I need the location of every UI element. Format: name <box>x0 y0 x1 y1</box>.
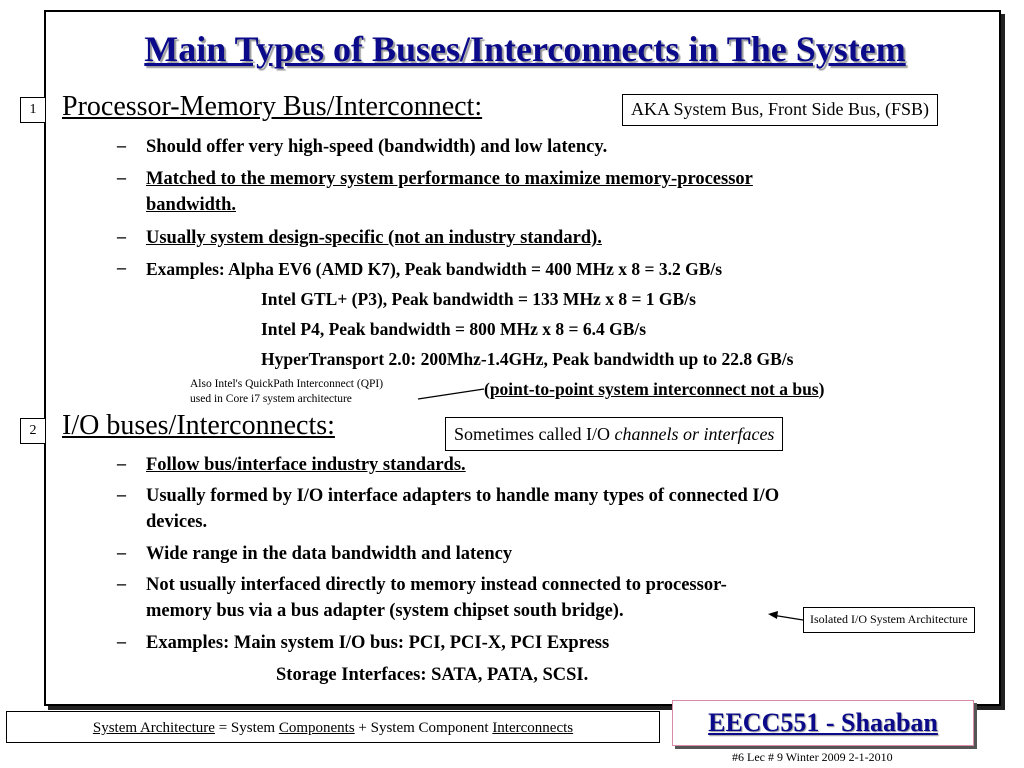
bullet-1-4-ht-note <box>484 376 824 402</box>
paren-open: ( <box>484 379 490 399</box>
def-text-2: + System Component <box>354 720 493 736</box>
bullet-dash: – <box>117 167 126 187</box>
bullet-2-5-storage: Storage Interfaces: SATA, PATA, SCSI. <box>276 665 589 685</box>
def-term-architecture: System Architecture <box>92 720 215 736</box>
section-heading-2: I/O buses/Interconnects: <box>62 410 335 441</box>
isolated-io-callout: Isolated I/O System Architecture <box>803 607 975 633</box>
bullet-dash: – <box>117 631 126 651</box>
io-callout-italic: channels or interfaces <box>614 424 775 444</box>
io-callout-text: Sometimes called I/O <box>454 424 615 444</box>
bullet-1-4-p4: Intel P4, Peak bandwidth = 800 MHz x 8 = 6.4 GB/s <box>261 319 647 339</box>
course-brand-box: EECC551 - Shaaban <box>672 700 974 746</box>
bullet-1-4-ht: HyperTransport 2.0: 200Mhz-1.4GHz, Peak bandwidth up to 22.8 GB/s <box>261 349 794 369</box>
paren-close: ) <box>818 379 825 399</box>
bullet-dash: – <box>117 573 126 593</box>
bullet-1-1: Should offer very high-speed (bandwidth) and low latency. <box>146 137 608 157</box>
bullet-2-2: Usually formed by I/O interface adapters to handle many types of connected I/O <box>146 486 780 506</box>
bullet-dash: – <box>117 135 126 155</box>
def-term-interconnects: Interconnects <box>492 720 574 736</box>
qpi-note-line1: Also Intel's QuickPath Interconnect (QPI) <box>190 378 384 390</box>
bullet-dash: – <box>117 484 126 504</box>
section-number-1: 1 <box>20 97 46 123</box>
def-text-1: = System <box>214 720 279 736</box>
bullet-1-4-p3: Intel GTL+ (P3), Peak bandwidth = 133 MHz x 8 = 1 GB/s <box>261 289 696 309</box>
io-callout <box>445 417 783 451</box>
bullet-dash: – <box>117 257 126 277</box>
slide-title: Main Types of Buses/Interconnects in The System <box>144 29 906 69</box>
section-heading-1: Processor-Memory Bus/Interconnect: <box>62 91 483 122</box>
bullet-2-2-cont: devices. <box>146 512 208 532</box>
bullet-1-2: Matched to the memory system performance to maximize memory-processor <box>146 169 753 189</box>
bullet-1-3: Usually system design-specific (not an industry standard). <box>146 228 602 248</box>
slide-footer: #6 Lec # 9 Winter 2009 2-1-2010 <box>732 750 893 764</box>
system-architecture-definition <box>6 711 660 743</box>
bullet-2-1: Follow bus/interface industry standards. <box>146 455 466 475</box>
bullet-dash: – <box>117 542 126 562</box>
fsb-callout: AKA System Bus, Front Side Bus, (FSB) <box>622 94 938 126</box>
bullet-dash: – <box>117 226 126 246</box>
qpi-note-line2: used in Core i7 system architecture <box>190 393 352 405</box>
bullet-2-4-cont: memory bus via a bus adapter (system chipset south bridge). <box>146 601 624 621</box>
bullet-1-2-cont: bandwidth. <box>146 195 236 215</box>
section-number-2: 2 <box>20 418 46 444</box>
def-term-components: Components <box>278 720 355 736</box>
bullet-1-4: Examples: Alpha EV6 (AMD K7), Peak bandwidth = 400 MHz x 8 = 3.2 GB/s <box>146 259 723 279</box>
bullet-2-5: Examples: Main system I/O bus: PCI, PCI-X, PCI Express <box>146 633 610 653</box>
bullet-2-4: Not usually interfaced directly to memory instead connected to processor- <box>146 575 727 595</box>
bullet-dash: – <box>117 453 126 473</box>
bullet-2-3: Wide range in the data bandwidth and latency <box>146 544 513 564</box>
ht-note-text: point-to-point system interconnect not a bus <box>489 379 819 399</box>
